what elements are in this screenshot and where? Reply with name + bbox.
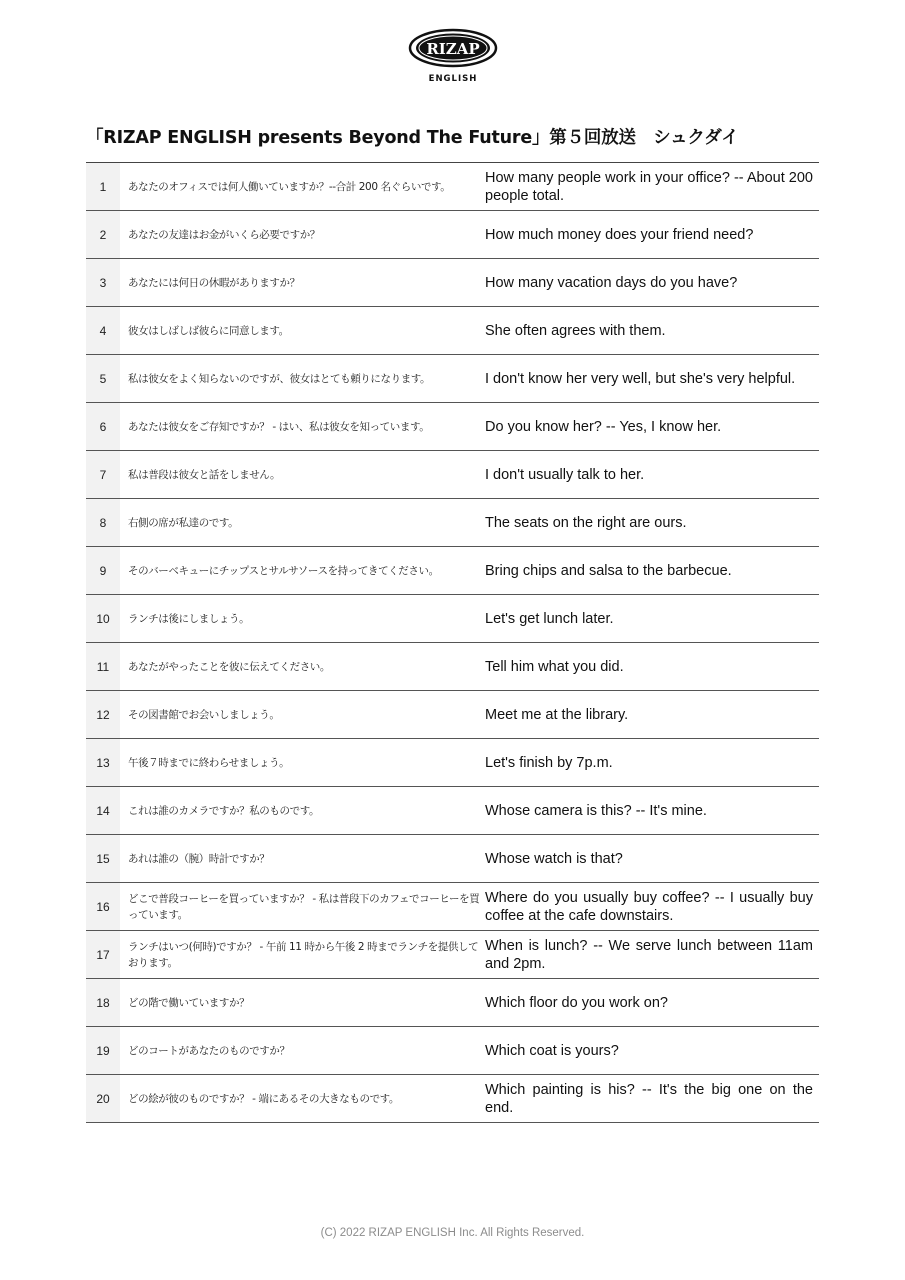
english-sentence: She often agrees with them. (485, 322, 666, 339)
japanese-sentence: どの階で働いていますか？ (128, 996, 250, 1009)
english-sentence: Tell him what you did. (485, 658, 624, 675)
row-number: 2 (86, 211, 120, 259)
english-sentence: Bring chips and salsa to the barbecue. (485, 562, 732, 579)
row-number: 8 (86, 499, 120, 547)
table-row (86, 355, 819, 403)
english-sentence: How many people work in your office? -- About 200 people total. (485, 169, 813, 204)
english-sentence: Let's finish by 7p.m. (485, 754, 613, 771)
table-row (86, 595, 819, 643)
japanese-sentence: 私は彼女をよく知らないのですが、彼女はとても頼りになります。 (128, 372, 431, 385)
english-sentence: The seats on the right are ours. (485, 514, 687, 531)
japanese-sentence: どのコートがあなたのものですか？ (128, 1044, 290, 1057)
row-number: 9 (86, 547, 120, 595)
english-sentence: Meet me at the library. (485, 706, 629, 723)
logo-subtitle: ENGLISH (428, 74, 478, 84)
japanese-sentence: どこで普段コーヒーを買っていますか？ - 私は普段下のカフェでコーヒーを買っています。 (128, 892, 480, 921)
japanese-sentence: あなたの友達はお金がいくら必要ですか？ (128, 228, 320, 241)
copyright-footer: (C) 2022 RIZAP ENGLISH Inc. All Rights Reserved. (320, 1227, 585, 1239)
table-row (86, 307, 819, 355)
japanese-sentence: あなたには何日の休暇がありますか？ (128, 276, 300, 289)
table-row (86, 547, 819, 595)
row-number: 10 (86, 595, 120, 643)
japanese-sentence: あなたのオフィスでは何人働いていますか？--合計 200 名ぐらいです。 (128, 180, 451, 193)
table-row (86, 451, 819, 499)
table-row (86, 643, 819, 691)
english-sentence: Whose camera is this? -- It's mine. (485, 802, 707, 819)
english-sentence: Let's get lunch later. (485, 610, 614, 627)
table-row (86, 499, 819, 547)
row-number: 15 (86, 835, 120, 883)
english-sentence: I don't usually talk to her. (485, 466, 645, 483)
table-row (86, 211, 819, 259)
japanese-sentence: ランチはいつ(何時)ですか？ - 午前 11 時から午後 2 時までランチを提供しております。 (128, 940, 479, 969)
table-row (86, 259, 819, 307)
table-row (86, 931, 819, 979)
row-number: 19 (86, 1027, 120, 1075)
japanese-sentence: 私は普段は彼女と話をしません。 (128, 468, 281, 481)
row-number: 16 (86, 883, 120, 931)
table-row (86, 883, 819, 931)
english-sentence: When is lunch? -- We serve lunch between 11am and 2pm. (485, 937, 813, 972)
japanese-sentence: そのバーベキューにチップスとサルサソースを持ってきてください。 (128, 564, 439, 577)
english-sentence: Which painting is his? -- It's the big one on the end. (485, 1081, 813, 1116)
homework-table (86, 162, 819, 1123)
japanese-sentence: どの絵が彼のものですか？ - 端にあるその大きなものです。 (128, 1092, 400, 1105)
japanese-sentence: ランチは後にしましょう。 (128, 612, 250, 625)
japanese-sentence: これは誰のカメラですか？私のものです。 (128, 804, 320, 817)
rizap-logo-emblem (408, 28, 498, 74)
japanese-sentence: その図書館でお会いしましょう。 (128, 708, 280, 721)
row-number: 1 (86, 163, 120, 211)
english-sentence: Where do you usually buy coffee? -- I usually buy coffee at the cafe downstairs. (485, 889, 813, 924)
japanese-sentence: あなたがやったことを彼に伝えてください。 (128, 660, 330, 673)
row-number: 20 (86, 1075, 120, 1123)
japanese-sentence: あなたは彼女をご存知ですか？ - はい、私は彼女を知っています。 (128, 420, 430, 433)
english-sentence: Which floor do you work on? (485, 994, 668, 1011)
row-number: 17 (86, 931, 120, 979)
table-row (86, 787, 819, 835)
table-row (86, 1075, 819, 1123)
english-sentence: Which coat is yours? (485, 1042, 619, 1059)
japanese-sentence: 彼女はしばしば彼らに同意します。 (128, 324, 289, 337)
english-sentence: How much money does your friend need? (485, 226, 754, 243)
english-sentence: Whose watch is that? (485, 850, 623, 867)
table-row (86, 979, 819, 1027)
english-sentence: How many vacation days do you have? (485, 274, 738, 291)
row-number: 5 (86, 355, 120, 403)
english-sentence: I don't know her very well, but she's very helpful. (485, 370, 796, 387)
table-row (86, 739, 819, 787)
japanese-sentence: 午後７時までに終わらせましょう。 (128, 756, 290, 769)
japanese-sentence: あれは誰の（腕）時計ですか？ (128, 852, 270, 865)
row-number: 3 (86, 259, 120, 307)
row-number: 13 (86, 739, 120, 787)
table-row (86, 835, 819, 883)
row-number: 12 (86, 691, 120, 739)
page-title: 「RIZAP ENGLISH presents Beyond The Future」第５回放送 シュクダイ (86, 128, 739, 148)
english-sentence: Do you know her? -- Yes, I know her. (485, 418, 722, 435)
table-row (86, 1027, 819, 1075)
table-row (86, 691, 819, 739)
japanese-sentence: 右側の席が私達のです。 (128, 516, 239, 529)
row-number: 7 (86, 451, 120, 499)
row-number: 14 (86, 787, 120, 835)
rizap-english-logo (408, 28, 498, 86)
row-number: 6 (86, 403, 120, 451)
table-row (86, 403, 819, 451)
table-row (86, 163, 819, 211)
logo-text: RIZAP (426, 40, 480, 58)
row-number: 11 (86, 643, 120, 691)
row-number: 4 (86, 307, 120, 355)
row-number: 18 (86, 979, 120, 1027)
